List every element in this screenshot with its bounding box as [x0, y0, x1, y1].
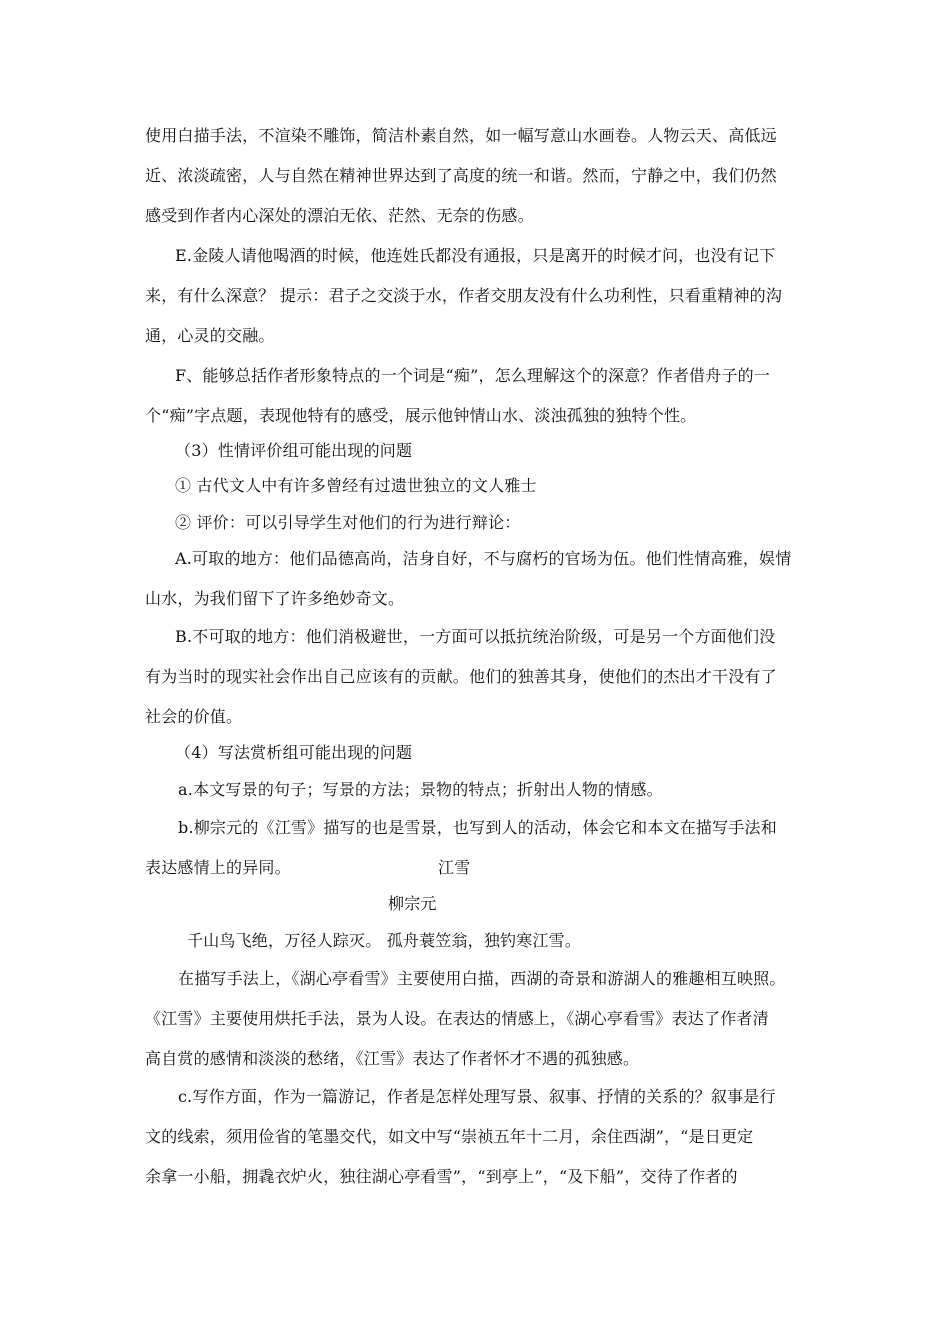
text-line: E.金陵人请他喝酒的时候，他连姓氏都没有通报，只是离开的时候才问，也没有记下 — [175, 246, 776, 265]
text-line: 个“痴”字点题，表现他特有的感受，展示他钟情山水、淡浊孤独的独特个性。 — [145, 406, 697, 425]
text-line: 表达感情上的异同。 — [145, 858, 291, 877]
section-heading: （4）写法赏析组可能出现的问题 — [175, 743, 413, 762]
text-line: 在描写手法上，《湖心亭看雪》主要使用白描，西湖的奇景和游湖人的雅趣相互映照。 — [178, 969, 786, 988]
text-line: 文的线索，须用俭省的笔墨交代，如文中写“崇祯五年十二月，余住西湖”，“是日更定 — [145, 1127, 754, 1146]
text-line: a.本文写景的句子；写景的方法；景物的特点；折射出人物的情感。 — [178, 780, 663, 799]
text-line: 社会的价值。 — [145, 707, 243, 726]
section-heading: （3）性情评价组可能出现的问题 — [175, 441, 413, 460]
text-line: F、能够总括作者形象特点的一个词是“痴”，怎么理解这个的深意？作者借舟子的一 — [175, 366, 771, 385]
text-line: 《江雪》主要使用烘托手法，景为人设。在表达的情感上，《湖心亭看雪》表达了作者清 — [145, 1009, 769, 1028]
text-line: 使用白描手法，不渲染不雕饰，简洁朴素自然，如一幅写意山水画卷。人物云天、高低远 — [145, 126, 777, 145]
list-item: ② 评价：可以引导学生对他们的行为进行辩论： — [175, 513, 521, 532]
text-line: 余拿一小船，拥毳衣炉火，独往湖心亭看雪”，“到亭上”，“及下船”，交待了作者的 — [145, 1167, 738, 1186]
text-line: 感受到作者内心深处的漂泊无依、茫然、无奈的伤感。 — [145, 206, 534, 225]
text-line: 近、浓淡疏密，人与自然在精神世界达到了高度的统一和谐。然而，宁静之中，我们仍然 — [145, 166, 777, 185]
list-item: ① 古代文人中有许多曾经有过遗世独立的文人雅士 — [175, 476, 537, 495]
poem-body: 千山鸟飞绝，万径人踪灭。 孤舟蓑笠翁，独钓寒江雪。 — [187, 931, 582, 950]
text-line: A.可取的地方：他们品德高尚，洁身自好，不与腐朽的官场为伍。他们性情高雅，娱情 — [175, 549, 792, 568]
text-line: 山水，为我们留下了许多绝妙奇文。 — [145, 589, 405, 608]
text-line: 来，有什么深意？ 提示：君子之交淡于水，作者交朋友没有什么功利性，只看重精神的沟 — [145, 286, 783, 305]
text-line: c.写作方面，作为一篇游记，作者是怎样处理写景、叙事、抒情的关系的？叙事是行 — [178, 1087, 776, 1106]
poem-author: 柳宗元 — [388, 894, 437, 913]
text-line: b.柳宗元的《江雪》描写的也是雪景，也写到人的活动，体会它和本文在描写手法和 — [178, 818, 777, 837]
text-line: B.不可取的地方：他们消极避世，一方面可以抵抗统治阶级，可是另一个方面他们没 — [175, 627, 776, 646]
poem-title: 江雪 — [438, 858, 471, 877]
text-line: 通，心灵的交融。 — [145, 326, 275, 345]
text-line: 有为当时的现实社会作出自己应该有的贡献。他们的独善其身，使他们的杰出才干没有了 — [145, 667, 777, 686]
text-line: 高自赏的感情和淡淡的愁绪，《江雪》表达了作者怀才不遇的孤独感。 — [145, 1049, 640, 1068]
